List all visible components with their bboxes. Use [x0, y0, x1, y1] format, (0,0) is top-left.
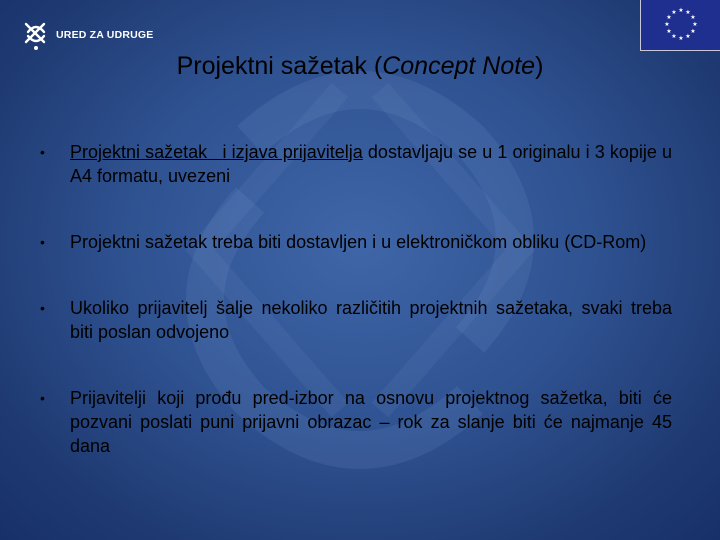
bullet-dot: •	[40, 300, 45, 316]
bullet-item	[40, 230, 672, 254]
bullet-item	[40, 386, 672, 458]
underlined-text: i izjava prijavitelja	[222, 142, 363, 162]
bullet-text: Ukoliko prijavitelj šalje nekoliko različitih projektnih sažetaka, svaki treba biti poslan odvojeno	[70, 298, 672, 342]
svg-text:★: ★	[678, 35, 684, 42]
underlined-text: Projektni sažetak	[70, 142, 208, 162]
svg-text:★: ★	[671, 33, 677, 40]
title-italic: Concept Note	[382, 52, 536, 80]
bullet-text: Projektni sažetak treba biti dostavljen i u elektroničkom obliku (CD-Rom)	[70, 232, 647, 252]
org-name: URED ZA UDRUGE	[56, 29, 154, 41]
bullet-dot: •	[40, 234, 45, 250]
svg-text:★: ★	[666, 14, 672, 21]
bullet-text: dostavljaju se u 1 originalu i 3 kopije u A4 formatu, uvezeni	[70, 142, 672, 186]
org-logo	[22, 18, 154, 52]
svg-text:★: ★	[666, 28, 672, 35]
title-end: )	[535, 52, 544, 80]
bullet-dot: •	[40, 390, 45, 406]
svg-text:★: ★	[692, 21, 698, 28]
bullet-dot: •	[40, 144, 45, 160]
svg-text:★: ★	[678, 7, 684, 14]
title-main: Projektni sažetak (	[176, 52, 383, 80]
svg-text:★: ★	[685, 9, 691, 16]
bullet-text: Prijavitelji koji prođu pred-izbor na osnovu projektnog sažetka, biti će pozvani poslati puni prijavni obrazac – rok za slanje biti će najmanje 45 dana	[70, 388, 672, 456]
svg-text:★: ★	[685, 33, 691, 40]
svg-text:★: ★	[664, 21, 670, 28]
eu-flag-icon	[640, 0, 720, 51]
bullet-item	[40, 140, 672, 188]
svg-text:★: ★	[690, 14, 696, 21]
svg-text:★: ★	[671, 9, 677, 16]
underlined-gap	[207, 142, 222, 162]
bullet-list	[40, 140, 672, 500]
page-title	[0, 52, 720, 81]
svg-text:★: ★	[690, 28, 696, 35]
bullet-item	[40, 296, 672, 344]
ured-za-udruge-logo-icon	[22, 18, 50, 52]
